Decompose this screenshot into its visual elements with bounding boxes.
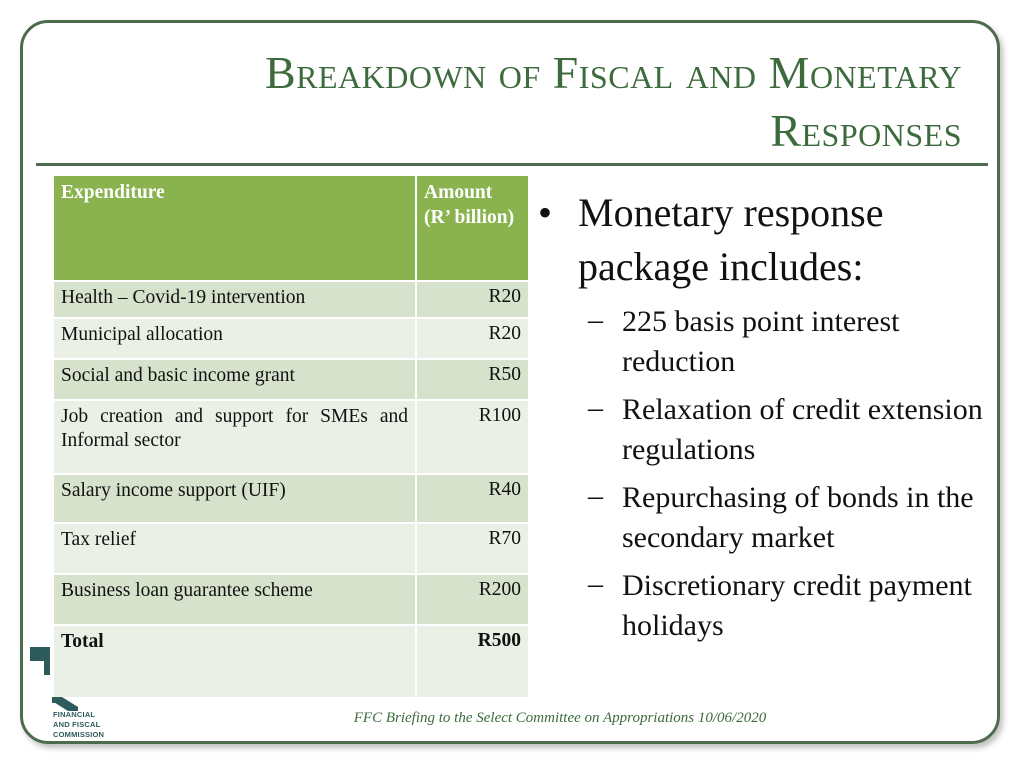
amount-cell: R50 xyxy=(416,359,529,400)
footer-text: FFC Briefing to the Select Committee on Appropriations 10/06/2020 xyxy=(353,710,767,726)
dash-icon: – xyxy=(588,479,603,512)
main-bullet-text: Monetary response package includes: xyxy=(578,190,884,289)
amount-cell: R100 xyxy=(416,400,529,474)
table-row xyxy=(53,474,529,523)
dash-icon: – xyxy=(588,391,603,424)
title-divider xyxy=(36,163,988,166)
sub-bullet xyxy=(538,302,988,382)
sub-bullet xyxy=(538,566,988,646)
dash-icon: – xyxy=(588,303,603,336)
sub-bullet-text: 225 basis point interest reduction xyxy=(622,305,900,378)
table-row xyxy=(53,574,529,625)
amount-cell: R70 xyxy=(416,523,529,574)
header-amount: Amount (R’ billion) xyxy=(416,175,529,281)
expenditure-cell: Salary income support (UIF) xyxy=(53,474,416,523)
expenditure-cell: Social and basic income grant xyxy=(53,359,416,400)
header-expenditure: Expenditure xyxy=(53,175,416,281)
sub-bullet-text: Discretionary credit payment holidays xyxy=(622,569,972,642)
table-row xyxy=(53,318,529,359)
expenditure-cell: Health – Covid-19 intervention xyxy=(53,281,416,318)
table-total-row xyxy=(53,625,529,698)
total-amount: R500 xyxy=(416,625,529,698)
bullet-dot-icon: • xyxy=(538,190,553,235)
amount-cell: R20 xyxy=(416,281,529,318)
table-row xyxy=(53,359,529,400)
sub-bullet xyxy=(538,478,988,558)
amount-cell: R200 xyxy=(416,574,529,625)
slide-title: Breakdown of Fiscal and Monetary Responses xyxy=(264,47,962,156)
amount-cell: R40 xyxy=(416,474,529,523)
expenditure-cell: Business loan guarantee scheme xyxy=(53,574,416,625)
sub-bullet xyxy=(538,390,988,470)
sub-bullet-text: Relaxation of credit extension regulations xyxy=(622,393,983,466)
logo-text: FINANCIAL AND FISCAL COMMISSION xyxy=(53,710,105,739)
expenditure-table xyxy=(52,174,530,699)
dash-icon: – xyxy=(588,567,603,600)
amount-cell: R20 xyxy=(416,318,529,359)
expenditure-cell: Municipal allocation xyxy=(53,318,416,359)
sub-bullet-text: Repurchasing of bonds in the secondary market xyxy=(622,481,974,554)
table-row xyxy=(53,281,529,318)
table-row xyxy=(53,523,529,574)
expenditure-cell: Job creation and support for SMEs and Informal sector xyxy=(53,400,416,474)
expenditure-cell: Tax relief xyxy=(53,523,416,574)
monetary-bullets xyxy=(538,186,988,646)
table-row xyxy=(53,400,529,474)
table-header-row xyxy=(53,175,529,281)
total-label: Total xyxy=(53,625,416,698)
main-bullet xyxy=(538,186,988,294)
